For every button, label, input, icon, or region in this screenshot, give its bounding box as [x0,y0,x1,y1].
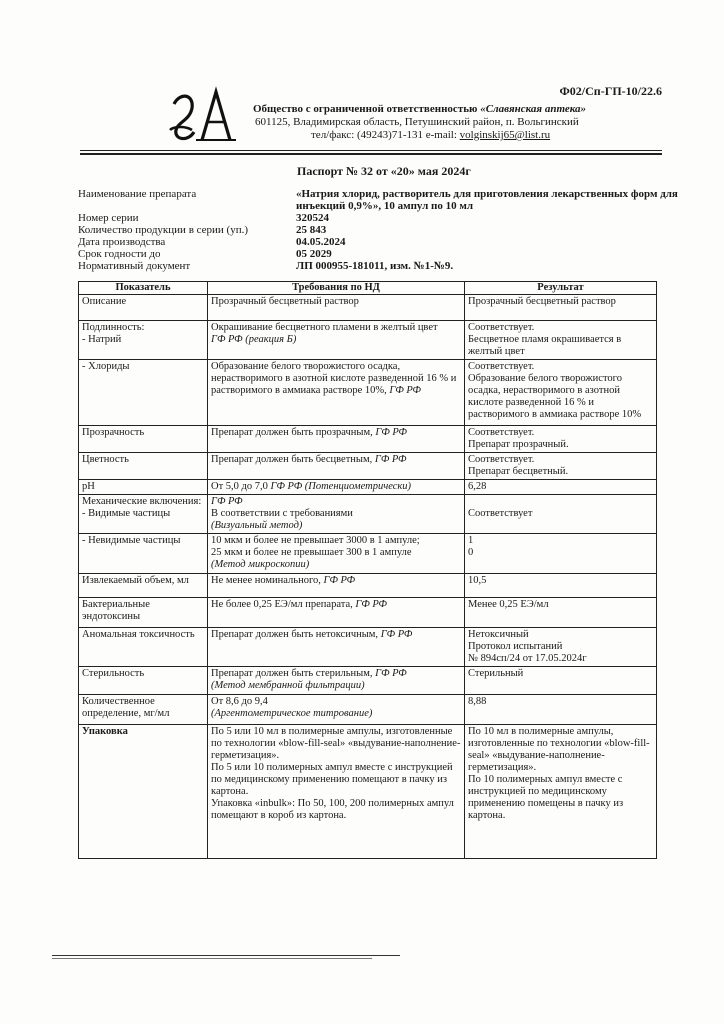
result-text: По 10 мл в полимерные ампулы, изготовленные по технологии «blow-fill-seal» «выдувание-наполнение-герметизация». [468,726,650,773]
result-cell: 8,88 [465,695,657,725]
header-divider-bold [80,153,662,155]
requirement-cell [208,426,465,453]
table-row [79,495,657,534]
result-cell [465,628,657,667]
result-subtext: 0 [468,547,474,558]
date-label: Дата производства [78,236,166,248]
requirement-ref: ГФ РФ [211,496,243,507]
requirement-cell [208,321,465,360]
result-cell [465,426,657,453]
requirement-ref: ГФ РФ [375,427,407,438]
indicator-cell: Бактериальные эндотоксины [79,598,208,628]
requirement-cell [208,667,465,695]
requirement-cell: Прозрачный бесцветный раствор [208,295,465,321]
company-address: 601125, Владимирская область, Петушинский район, п. Вольгинский [255,116,579,128]
result-cell [465,321,657,360]
requirement-text: От 8,6 до 9,4 [211,696,268,707]
indicator-cell: Стерильность [79,667,208,695]
requirement-cell [208,628,465,667]
expiry-label: Срок годности до [78,248,161,260]
company-info [253,103,586,142]
indicator-cell: Упаковка [79,725,208,859]
requirement-text: От 5,0 до 7,0 [211,481,271,492]
specification-table [78,281,657,859]
company-email: volginskij65@list.ru [459,129,551,141]
indicator-cell [79,495,208,534]
indicator-cell: Прозрачность [79,426,208,453]
result-subtext: Препарат прозрачный. [468,439,569,450]
norm-value: ЛП 000955-181011, изм. №1-№9. [296,260,454,272]
result-text: Соответствует. [468,322,535,333]
result-subtext: Протокол испытаний [468,641,563,652]
table-row [79,453,657,480]
result-subtext: Бесцветное пламя окрашивается в желтый цвет [468,334,622,357]
result-protocol: № 894сп/24 от 17.05.2024г [468,653,587,664]
table-row [79,360,657,426]
norm-label: Нормативный документ [78,260,191,272]
requirement-ref: ГФ РФ [375,668,407,679]
name-label: Наименование препарата [78,188,197,200]
result-cell [465,453,657,480]
series-value: 320524 [296,212,329,224]
result-text: Соответствует. [468,454,535,465]
requirement-method: (Визуальный метод) [211,520,303,531]
passport-title: Паспорт № 32 от «20» мая 2024г [297,164,471,178]
requirement-text-3: Упаковка «inbulk»: По 50, 100, 200 полимерных ампул помещают в короб из картона. [211,798,454,821]
requirement-text: Препарат должен быть стерильным, [211,668,376,679]
result-cell: Менее 0,25 ЕЭ/мл [465,598,657,628]
series-label: Номер серии [78,212,139,224]
company-prefix: Общество с ограниченной ответственностью [253,103,481,115]
table-row [79,695,657,725]
result-subtext: Препарат бесцветный. [468,466,569,477]
expiry-value: 05 2029 [296,248,332,260]
requirement-text: Не более 0,25 ЕЭ/мл препарата, [211,599,356,610]
date-value: 04.05.2024 [296,236,346,248]
requirement-text: Окрашивание бесцветного пламени в желтый цвет [211,322,438,333]
requirement-cell [208,480,465,495]
requirement-cell [208,598,465,628]
table-row [79,725,657,859]
requirement-ref: ГФ РФ [380,629,413,640]
header-indicator: Показатель [79,282,208,295]
requirement-ref: ГФ РФ [374,454,407,465]
indicator-cell: - Хлориды [79,360,208,426]
table-row [79,480,657,495]
table-row [79,667,657,695]
indicator-cell: Цветность [79,453,208,480]
result-cell [465,534,657,574]
table-row [79,426,657,453]
indicator-cell: pH [79,480,208,495]
requirement-cell [208,495,465,534]
requirement-method: (Аргентометрическое титрование) [211,708,373,719]
requirement-cell [208,534,465,574]
result-cell: 10,5 [465,574,657,598]
indicator-cell: Аномальная токсичность [79,628,208,667]
indicator-text: Механические включения: [82,496,202,507]
requirement-text: Образование белого творожистого осадка, нерастворимого в азотной кислоте разведенной 16 % и растворимого в аммиака растворе 10%, [211,361,457,396]
requirement-cell [208,453,465,480]
company-name: «Славянская аптека» [480,103,587,115]
table-row [79,534,657,574]
company-logo [166,86,238,146]
table-row [79,598,657,628]
document-code: Ф02/Сп-ГП-10/22.6 [559,84,662,98]
requirement-text: В соответствии с требованиями [211,508,353,519]
indicator-subtext: - Натрий [82,334,122,345]
indicator-text: Подлинность: [82,322,145,333]
requirement-ref: ГФ РФ [323,575,356,586]
indicator-subtext: - Видимые частицы [82,508,171,519]
requirement-cell [208,574,465,598]
result-cell: Прозрачный бесцветный раствор [465,295,657,321]
requirement-cell [208,360,465,426]
requirement-ref: ГФ РФ (Потенциометрически) [270,481,412,492]
indicator-cell [79,321,208,360]
result-text: 1 [468,535,474,546]
requirement-text: Препарат должен быть нетоксичным, [211,629,381,640]
company-contacts: тел/факс: (49243)71-131 e-mail: [311,129,460,141]
table-row [79,321,657,360]
indicator-cell: Извлекаемый объем, мл [79,574,208,598]
header-divider [80,150,662,151]
requirement-ref: ГФ РФ [389,385,421,396]
requirement-method: (Метод микроскопии) [211,559,310,570]
requirement-method: (Метод мембранной фильтрации) [211,680,365,691]
table-header-row [79,282,657,295]
qty-value: 25 843 [296,224,327,236]
requirement-text: 10 мкм и более не превышает 3000 в 1 ампуле; [211,535,420,546]
product-info [78,188,678,272]
indicator-cell: Описание [79,295,208,321]
requirement-text-2: 25 мкм и более не превышает 300 в 1 ампуле [211,547,412,558]
requirement-ref: ГФ РФ (реакция Б) [211,334,297,345]
requirement-text: Не менее номинального, [211,575,324,586]
indicator-cell: - Невидимые частицы [79,534,208,574]
name-value: «Натрия хлорид, растворитель для приготовления лекарственных форм для инъекций 0,9%», 10 ампул по 10 мл [296,188,678,212]
requirement-text: По 5 или 10 мл в полимерные ампулы, изготовленные по технологии «blow-fill-seal» «выдувание-наполнение-герметизация». [211,726,461,761]
result-cell: Стерильный [465,667,657,695]
result-cell [465,725,657,859]
indicator-cell: Количественное определение, мг/мл [79,695,208,725]
result-cell [465,360,657,426]
result-text: Соответствует. [468,361,535,372]
table-row [79,574,657,598]
table-row [79,628,657,667]
requirement-cell [208,725,465,859]
requirement-ref: ГФ РФ [355,599,387,610]
header-result: Результат [465,282,657,295]
requirement-text: Препарат должен быть прозрачным, [211,427,376,438]
requirement-text: Препарат должен быть бесцветным, [211,454,375,465]
result-text: Нетоксичный [468,629,529,640]
result-subtext: По 10 полимерных ампул вместе с инструкцией по медицинскому применению помещены в пачку из картона. [468,774,624,821]
requirement-text-2: По 5 или 10 полимерных ампул вместе с инструкцией по медицинскому применению помещают в пачку из картона. [211,762,453,797]
table-row [79,295,657,321]
header-requirement: Требования по НД [208,282,465,295]
result-cell: Соответствует [465,495,657,534]
footer-line [52,955,400,956]
footer-line-2 [52,958,372,959]
requirement-cell [208,695,465,725]
qty-label: Количество продукции в серии (уп.) [78,224,249,236]
result-subtext: Образование белого творожистого осадка, нерастворимого в азотной кислоте разведенной 16 % и растворимого в аммиака растворе 10% [468,373,642,420]
result-cell: 6,28 [465,480,657,495]
result-text: Соответствует. [468,427,535,438]
